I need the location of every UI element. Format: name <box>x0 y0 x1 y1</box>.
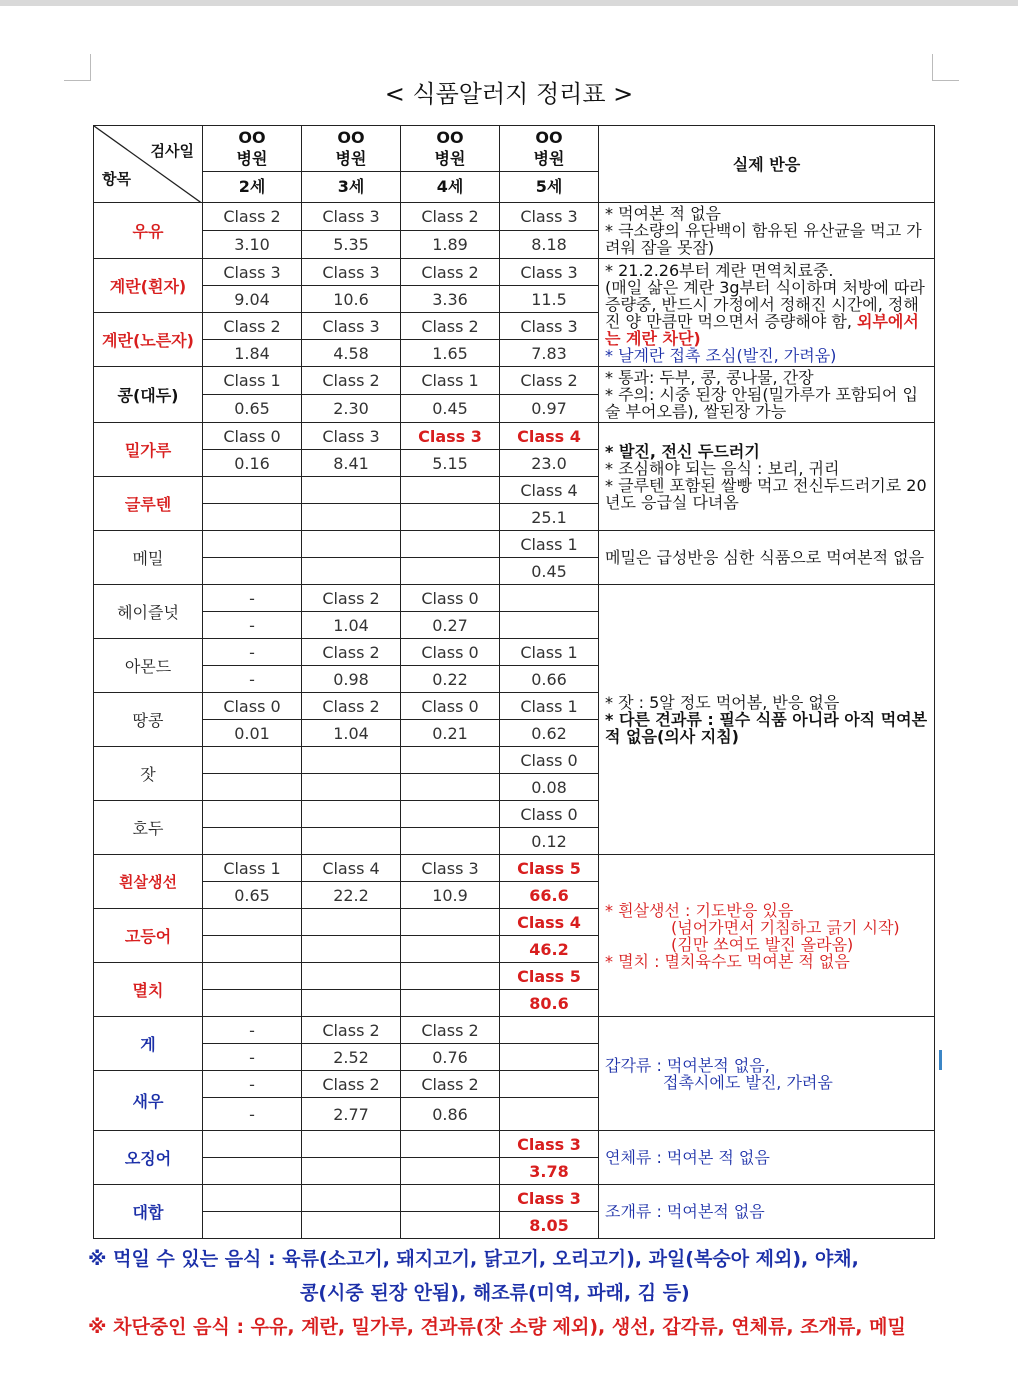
note-shell-1: 갑각류 : 먹여본적 없음, <box>605 1055 770 1075</box>
walnut-value-3 <box>401 828 500 855</box>
wheat-class-1: Class 0 <box>203 423 302 450</box>
header-hospital-2: OO 병원 <box>302 126 401 172</box>
peanut-value-4: 0.62 <box>500 720 599 747</box>
milk-value-1: 3.10 <box>203 231 302 259</box>
milk-class-3: Class 2 <box>401 203 500 231</box>
mackerel-value-1 <box>203 936 302 963</box>
food-egg-white: 계란(흰자) <box>94 259 203 313</box>
wheat-class-2: Class 3 <box>302 423 401 450</box>
milk-class-2: Class 3 <box>302 203 401 231</box>
soy-value-3: 0.45 <box>401 395 500 423</box>
egg-white-class-1: Class 3 <box>203 259 302 286</box>
note-egg-1: * 21.2.26부터 계란 면역치료중. <box>605 260 834 280</box>
almond-value-4: 0.66 <box>500 666 599 693</box>
food-almond: 아몬드 <box>94 639 203 693</box>
food-wheat: 밀가루 <box>94 423 203 477</box>
whitefish-class-4: Class 5 <box>500 855 599 882</box>
header-date-label: 검사일 <box>150 142 194 160</box>
walnut-value-1 <box>203 828 302 855</box>
walnut-class-4: Class 0 <box>500 801 599 828</box>
buckwheat-class-2 <box>302 531 401 558</box>
almond-value-2: 0.98 <box>302 666 401 693</box>
squid-value-2 <box>302 1158 401 1185</box>
food-peanut: 땅콩 <box>94 693 203 747</box>
shrimp-class-1: - <box>203 1071 302 1098</box>
peanut-value-1: 0.01 <box>203 720 302 747</box>
shrimp-class-4 <box>500 1071 599 1098</box>
peanut-class-3: Class 0 <box>401 693 500 720</box>
note-wheat <box>599 423 935 531</box>
walnut-class-2 <box>302 801 401 828</box>
almond-class-1: - <box>203 639 302 666</box>
crab-value-1: - <box>203 1044 302 1071</box>
footer-allowed-foods: ※ 먹일 수 있는 음식 : 육류(소고기, 돼지고기, 닭고기, 오리고기), 과일(복숭아 제외), 야채, <box>88 1248 859 1270</box>
peanut-value-3: 0.21 <box>401 720 500 747</box>
note-fish-2: (넘어가면서 기침하고 긁기 시작) <box>671 917 900 937</box>
food-shrimp: 새우 <box>94 1071 203 1131</box>
egg-white-value-2: 10.6 <box>302 286 401 313</box>
food-mackerel: 고등어 <box>94 909 203 963</box>
soy-class-3: Class 1 <box>401 367 500 395</box>
egg-yolk-class-2: Class 3 <box>302 313 401 340</box>
buckwheat-class-1 <box>203 531 302 558</box>
viewer-top-bar <box>0 0 1018 6</box>
header-item-label: 항목 <box>102 170 131 188</box>
walnut-value-4: 0.12 <box>500 828 599 855</box>
wheat-class-3: Class 3 <box>401 423 500 450</box>
shrimp-class-3: Class 2 <box>401 1071 500 1098</box>
squid-class-2 <box>302 1131 401 1158</box>
pinenut-class-4: Class 0 <box>500 747 599 774</box>
wheat-value-4: 23.0 <box>500 450 599 477</box>
mackerel-value-4: 46.2 <box>500 936 599 963</box>
hazelnut-value-4 <box>500 612 599 639</box>
food-anchovy: 멸치 <box>94 963 203 1017</box>
note-fish <box>599 855 935 1017</box>
clam-class-2 <box>302 1185 401 1212</box>
gluten-class-1 <box>203 477 302 504</box>
whitefish-value-3: 10.9 <box>401 882 500 909</box>
note-soy-1: * 통과: 두부, 콩, 콩나물, 간장 <box>605 368 814 387</box>
anchovy-class-2 <box>302 963 401 990</box>
food-crab: 게 <box>94 1017 203 1071</box>
gluten-value-4: 25.1 <box>500 504 599 531</box>
shrimp-value-4 <box>500 1098 599 1131</box>
milk-value-2: 5.35 <box>302 231 401 259</box>
whitefish-value-4: 66.6 <box>500 882 599 909</box>
food-whitefish: 흰살생선 <box>94 855 203 909</box>
food-pinenut: 잣 <box>94 747 203 801</box>
header-reaction: 실제 반응 <box>599 126 935 203</box>
walnut-class-1 <box>203 801 302 828</box>
egg-white-value-1: 9.04 <box>203 286 302 313</box>
peanut-value-2: 1.04 <box>302 720 401 747</box>
clam-value-1 <box>203 1212 302 1239</box>
gluten-class-2 <box>302 477 401 504</box>
hazelnut-class-1: - <box>203 585 302 612</box>
whitefish-class-1: Class 1 <box>203 855 302 882</box>
clam-class-3 <box>401 1185 500 1212</box>
pinenut-class-2 <box>302 747 401 774</box>
header-hospital-4: OO 병원 <box>500 126 599 172</box>
anchovy-class-1 <box>203 963 302 990</box>
almond-class-2: Class 2 <box>302 639 401 666</box>
note-nut-2: * 다른 견과류 : 필수 식품 아니라 아직 먹여본적 없음(의사 지침) <box>605 710 928 746</box>
note-wheat-3: * 글루텐 포함된 쌀빵 먹고 전신두드러기로 20년도 응급실 다녀옴 <box>605 475 927 512</box>
gluten-value-3 <box>401 504 500 531</box>
gluten-value-2 <box>302 504 401 531</box>
whitefish-value-2: 22.2 <box>302 882 401 909</box>
hazelnut-value-2: 1.04 <box>302 612 401 639</box>
anchovy-value-4: 80.6 <box>500 990 599 1017</box>
note-milk <box>599 203 935 259</box>
peanut-class-1: Class 0 <box>203 693 302 720</box>
egg-white-class-2: Class 3 <box>302 259 401 286</box>
squid-value-3 <box>401 1158 500 1185</box>
almond-value-1: - <box>203 666 302 693</box>
footer-blocked-foods: ※ 차단중인 음식 : 우유, 계란, 밀가루, 견과류(잣 소량 제외), 생선, 갑각류, 연체류, 조개류, 메밀 <box>88 1316 906 1338</box>
header-age-2: 3세 <box>302 171 401 202</box>
food-squid: 오징어 <box>94 1131 203 1185</box>
whitefish-class-2: Class 4 <box>302 855 401 882</box>
crab-class-2: Class 2 <box>302 1017 401 1044</box>
pinenut-value-4: 0.08 <box>500 774 599 801</box>
buckwheat-value-4: 0.45 <box>500 558 599 585</box>
note-fish-4: * 멸치 : 멸치육수도 먹여본 적 없음 <box>605 951 850 971</box>
egg-yolk-class-4: Class 3 <box>500 313 599 340</box>
buckwheat-value-1 <box>203 558 302 585</box>
note-squid-1: 연체류 : 먹여본 적 없음 <box>605 1148 770 1167</box>
clam-value-3 <box>401 1212 500 1239</box>
squid-value-4: 3.78 <box>500 1158 599 1185</box>
soy-class-2: Class 2 <box>302 367 401 395</box>
squid-class-3 <box>401 1131 500 1158</box>
crab-value-2: 2.52 <box>302 1044 401 1071</box>
milk-class-1: Class 2 <box>203 203 302 231</box>
note-milk-2: * 극소량의 유단백이 함유된 유산균을 먹고 가려워 잠을 못잠) <box>605 221 922 257</box>
crab-value-4 <box>500 1044 599 1071</box>
pinenut-class-1 <box>203 747 302 774</box>
hazelnut-value-3: 0.27 <box>401 612 500 639</box>
squid-class-1 <box>203 1131 302 1158</box>
crab-class-4 <box>500 1017 599 1044</box>
whitefish-class-3: Class 3 <box>401 855 500 882</box>
anchovy-class-3 <box>401 963 500 990</box>
note-egg <box>599 259 935 367</box>
note-clam-1: 조개류 : 먹여본적 없음 <box>605 1202 765 1221</box>
shrimp-class-2: Class 2 <box>302 1071 401 1098</box>
shrimp-value-3: 0.86 <box>401 1098 500 1131</box>
anchovy-class-4: Class 5 <box>500 963 599 990</box>
mackerel-class-4: Class 4 <box>500 909 599 936</box>
note-egg-3-text: 외부에서는 계란 차단) <box>605 311 919 348</box>
squid-value-1 <box>203 1158 302 1185</box>
note-squid <box>599 1131 935 1185</box>
milk-class-4: Class 3 <box>500 203 599 231</box>
header-age-4: 5세 <box>500 171 599 202</box>
note-soy <box>599 367 935 423</box>
soy-value-2: 2.30 <box>302 395 401 423</box>
whitefish-value-1: 0.65 <box>203 882 302 909</box>
clam-value-4: 8.05 <box>500 1212 599 1239</box>
page-title: < 식품알러지 정리표 > <box>384 80 634 108</box>
egg-white-value-3: 3.36 <box>401 286 500 313</box>
wheat-value-2: 8.41 <box>302 450 401 477</box>
crab-class-1: - <box>203 1017 302 1044</box>
anchovy-value-3 <box>401 990 500 1017</box>
mackerel-value-3 <box>401 936 500 963</box>
almond-class-4: Class 1 <box>500 639 599 666</box>
note-wheat-2: * 조심해야 되는 음식 : 보리, 귀리 <box>605 458 840 478</box>
crab-class-3: Class 2 <box>401 1017 500 1044</box>
footer-allowed-foods-cont: 콩(시중 된장 안됨), 해조류(미역, 파래, 김 등) <box>300 1282 690 1304</box>
shrimp-value-1: - <box>203 1098 302 1131</box>
header-hospital-3: OO 병원 <box>401 126 500 172</box>
note-egg-2-text: (매일 삶은 계란 3g부터 식이하며 처방에 따라 증량중, 반드시 가정에서 정해진 시간에, 정해진 양 만큼만 먹으면서 증량해야 함, <box>605 277 925 331</box>
wheat-value-1: 0.16 <box>203 450 302 477</box>
note-egg-2 <box>605 279 928 347</box>
milk-value-3: 1.89 <box>401 231 500 259</box>
note-fish-3: (김만 쏘여도 발진 올라옴) <box>671 934 854 954</box>
walnut-value-2 <box>302 828 401 855</box>
clam-class-1 <box>203 1185 302 1212</box>
peanut-class-2: Class 2 <box>302 693 401 720</box>
note-soy-2: * 주의: 시중 된장 안됨(밀가루가 포함되어 입술 부어오름), 쌀된장 가능 <box>605 385 918 421</box>
note-wheat-1: * 발진, 전신 두드러기 <box>605 441 760 461</box>
note-fish-1: * 흰살생선 : 기도반응 있음 <box>605 900 794 920</box>
buckwheat-value-2 <box>302 558 401 585</box>
hazelnut-class-3: Class 0 <box>401 585 500 612</box>
buckwheat-class-3 <box>401 531 500 558</box>
wheat-value-3: 5.15 <box>401 450 500 477</box>
note-buckwheat <box>599 531 935 585</box>
pinenut-class-3 <box>401 747 500 774</box>
header-diagonal-cell <box>94 126 203 203</box>
mackerel-value-2 <box>302 936 401 963</box>
mackerel-class-1 <box>203 909 302 936</box>
almond-class-3: Class 0 <box>401 639 500 666</box>
hazelnut-class-2: Class 2 <box>302 585 401 612</box>
walnut-class-3 <box>401 801 500 828</box>
hazelnut-value-1: - <box>203 612 302 639</box>
gluten-class-3 <box>401 477 500 504</box>
soy-value-4: 0.97 <box>500 395 599 423</box>
note-shell-2: 접촉시에도 발진, 가려움 <box>663 1072 833 1092</box>
buckwheat-value-3 <box>401 558 500 585</box>
shrimp-value-2: 2.77 <box>302 1098 401 1131</box>
soy-class-1: Class 1 <box>203 367 302 395</box>
buckwheat-class-4: Class 1 <box>500 531 599 558</box>
food-gluten: 글루텐 <box>94 477 203 531</box>
pinenut-value-3 <box>401 774 500 801</box>
note-buckwheat-1: 메밀은 급성반응 심한 식품으로 먹여본적 없음 <box>605 548 925 567</box>
anchovy-value-2 <box>302 990 401 1017</box>
food-milk: 우유 <box>94 203 203 259</box>
egg-yolk-value-4: 7.83 <box>500 340 599 367</box>
note-nut-1: * 잣 : 5알 정도 먹어봄, 반응 없음 <box>605 693 840 712</box>
milk-value-4: 8.18 <box>500 231 599 259</box>
egg-yolk-class-3: Class 2 <box>401 313 500 340</box>
gluten-value-1 <box>203 504 302 531</box>
note-shellfish <box>599 1017 935 1131</box>
wheat-class-4: Class 4 <box>500 423 599 450</box>
food-walnut: 호두 <box>94 801 203 855</box>
egg-yolk-class-1: Class 2 <box>203 313 302 340</box>
food-hazelnut: 헤이즐넛 <box>94 585 203 639</box>
egg-white-value-4: 11.5 <box>500 286 599 313</box>
food-clam: 대합 <box>94 1185 203 1239</box>
pinenut-value-2 <box>302 774 401 801</box>
food-buckwheat: 메밀 <box>94 531 203 585</box>
note-clam <box>599 1185 935 1239</box>
squid-class-4: Class 3 <box>500 1131 599 1158</box>
egg-yolk-value-3: 1.65 <box>401 340 500 367</box>
soy-class-4: Class 2 <box>500 367 599 395</box>
note-nuts <box>599 585 935 855</box>
egg-yolk-value-1: 1.84 <box>203 340 302 367</box>
hazelnut-class-4 <box>500 585 599 612</box>
header-age-1: 2세 <box>203 171 302 202</box>
egg-white-class-4: Class 3 <box>500 259 599 286</box>
scrollbar-indicator[interactable] <box>939 1050 942 1070</box>
pinenut-value-1 <box>203 774 302 801</box>
food-egg-yolk: 계란(노른자) <box>94 313 203 367</box>
crab-value-3: 0.76 <box>401 1044 500 1071</box>
egg-white-class-3: Class 2 <box>401 259 500 286</box>
almond-value-3: 0.22 <box>401 666 500 693</box>
header-diagonal-line <box>94 126 203 203</box>
clam-value-2 <box>302 1212 401 1239</box>
anchovy-value-1 <box>203 990 302 1017</box>
peanut-class-4: Class 1 <box>500 693 599 720</box>
soy-value-1: 0.65 <box>203 395 302 423</box>
mackerel-class-3 <box>401 909 500 936</box>
header-age-3: 4세 <box>401 171 500 202</box>
clam-class-4: Class 3 <box>500 1185 599 1212</box>
header-hospital-1: OO 병원 <box>203 126 302 172</box>
food-soy: 콩(대두) <box>94 367 203 423</box>
note-milk-1: * 먹여본 적 없음 <box>605 204 721 223</box>
allergy-table <box>93 125 935 1239</box>
egg-yolk-value-2: 4.58 <box>302 340 401 367</box>
note-egg-4: * 날계란 접촉 조심(발진, 가려움) <box>605 345 837 365</box>
mackerel-class-2 <box>302 909 401 936</box>
gluten-class-4: Class 4 <box>500 477 599 504</box>
